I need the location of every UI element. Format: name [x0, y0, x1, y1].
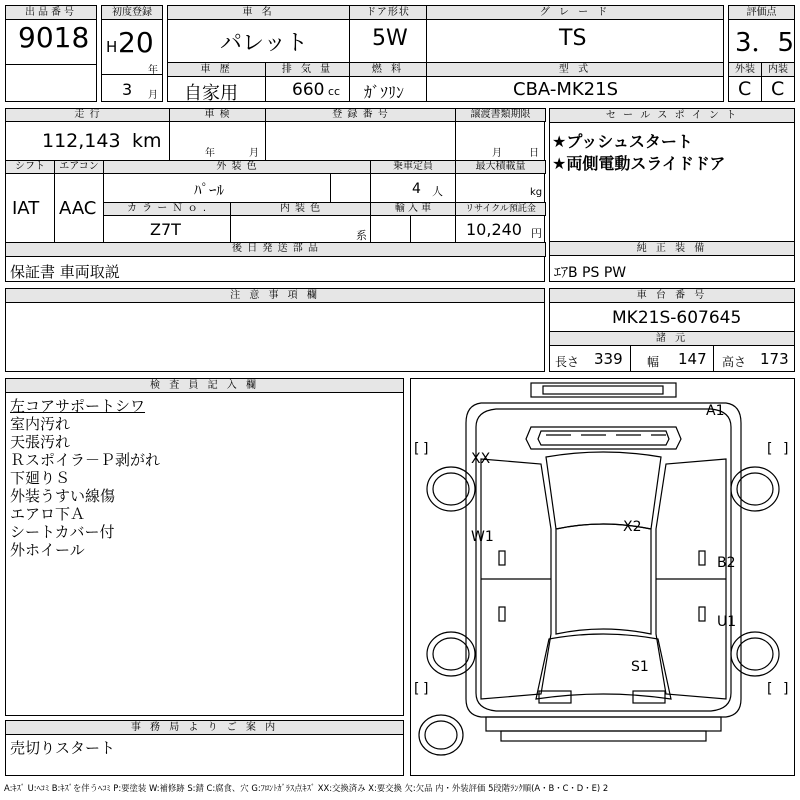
- inspector-note: 室内汚れ: [10, 415, 71, 433]
- damage-mark: S1: [631, 659, 649, 675]
- era: H: [106, 38, 118, 56]
- color-value: ﾊﾟｰﾙ: [194, 181, 225, 199]
- lot-box: [5, 5, 97, 65]
- history-box: [167, 62, 266, 102]
- inspector-note: エアロ下Ａ: [10, 505, 86, 523]
- fuel-box: [349, 62, 427, 102]
- mileage-unit: km: [132, 130, 162, 152]
- recycle-label: リサイクル預託金: [455, 202, 546, 216]
- inspector-note: 下廻りＳ: [10, 469, 71, 487]
- interior-label: 内装: [762, 63, 794, 77]
- svg-text:[: [: [414, 681, 420, 697]
- capacity-unit: 人: [432, 185, 443, 198]
- interior-value: C: [771, 78, 785, 100]
- displacement-box: [265, 62, 350, 102]
- dims-box: [549, 331, 795, 372]
- svg-text:[: [: [767, 681, 773, 697]
- chassis-value: MK21S-607645: [612, 308, 742, 328]
- door-value: 5W: [372, 26, 408, 51]
- width-label: 幅: [647, 355, 660, 369]
- reg-month: 3: [122, 80, 133, 99]
- year-unit: 年: [148, 65, 158, 76]
- door-box: [349, 5, 427, 63]
- inspector-note: 天張汚れ: [10, 433, 71, 451]
- history-label: 車 歴: [168, 63, 265, 77]
- history-value: 自家用: [184, 83, 238, 104]
- capacity-value: 4: [412, 181, 421, 197]
- recycle-unit: 円: [531, 227, 542, 240]
- damage-mark: X2: [623, 519, 642, 535]
- inspector-box: [5, 378, 404, 716]
- door-label: ドア形状: [350, 6, 426, 20]
- model-label: 型 式: [427, 63, 723, 77]
- equipment-value: ｴｱB PS PW: [554, 265, 627, 281]
- office-label: 事 務 局 よ り ご 案 内: [6, 721, 403, 735]
- exterior-value: C: [738, 78, 752, 100]
- lot-label: 出品番号: [6, 6, 96, 20]
- import-label: 輸 入 車: [370, 202, 456, 216]
- displacement-label: 排 気 量: [266, 63, 349, 77]
- displacement-unit: cc: [328, 85, 341, 98]
- sales-box: [549, 108, 795, 242]
- insp-month-unit: 月: [249, 148, 259, 159]
- colorno-label: カ ラ ー Ｎ ｏ .: [103, 202, 231, 216]
- inspector-note: 外ホイール: [10, 541, 85, 559]
- insp-year-unit: 年: [205, 148, 215, 159]
- car-name-label: 車 名: [168, 6, 349, 20]
- sales-point: ★プッシュスタート: [552, 132, 693, 151]
- legend: A:ｷｽﾞ U:ﾍｺﾐ B:ｷｽﾞを伴うﾍｺﾐ P:要塗装 W:補修跡 S:錆 C:腐食、穴 G:ﾌﾛﾝﾄｶﾞﾗｽ点ｷｽﾞ XX:交換済み X:要交換 欠:欠品 内・外装評価 5段階ﾗﾝｸ順(A・B・C・D・E) 2: [4, 783, 609, 793]
- length-label: 長さ: [555, 355, 580, 369]
- width-value: 147: [678, 350, 707, 368]
- svg-text:]: ]: [783, 681, 789, 697]
- ac-label: エアコン: [54, 160, 104, 174]
- inspector-note: 左コアサポートシワ: [10, 397, 146, 415]
- colorno-value: Z7T: [150, 220, 181, 239]
- transfer-day-unit: 日: [529, 148, 539, 159]
- inspector-note: Ｒスポイラ－Ｐ剥がれ: [10, 451, 161, 469]
- detail-table: [5, 108, 545, 257]
- fuel-label: 燃 料: [350, 63, 426, 77]
- damage-mark: A1: [706, 403, 725, 419]
- inspector-note: 外装うすい線傷: [10, 487, 116, 505]
- equipment-label: 純 正 装 備: [550, 242, 794, 256]
- grade-box: [426, 5, 724, 63]
- exterior-box: [728, 62, 762, 102]
- parts-value: 保証書 車両取説: [10, 263, 120, 281]
- first-reg-label: 初度登録: [102, 6, 162, 20]
- svg-text:[: [: [767, 441, 773, 457]
- inspector-label: 検 査 員 記 入 欄: [6, 379, 403, 393]
- lot-blank: [5, 64, 97, 102]
- intcolor-unit: 系: [356, 229, 367, 242]
- score-value: 3．5: [735, 28, 795, 58]
- inspector-note: シートカバー付: [10, 523, 115, 541]
- car-outline: [411, 379, 794, 775]
- exterior-label: 外装: [729, 63, 761, 77]
- parts-box: [5, 256, 545, 282]
- shift-value: IAT: [12, 198, 40, 219]
- damage-mark: U1: [717, 614, 737, 630]
- reg-year: 20: [118, 26, 154, 59]
- inspection-label: 車 検: [169, 108, 266, 122]
- transfer-label: 譲渡書類期限: [455, 108, 546, 122]
- model-box: [426, 62, 724, 102]
- office-box: [5, 720, 404, 776]
- model-value: CBA-MK21S: [513, 79, 618, 100]
- sales-point: ★両側電動スライドドア: [552, 154, 726, 173]
- car-name-box: [167, 5, 350, 63]
- caution-label: 注 意 事 項 欄: [6, 289, 544, 303]
- transfer-month-unit: 月: [492, 148, 502, 159]
- grade-label: グ レ ー ド: [427, 6, 723, 20]
- damage-mark: W1: [471, 529, 494, 545]
- length-value: 339: [594, 350, 623, 368]
- interior-box: [761, 62, 795, 102]
- parts-label: 後 日 発 送 部 品: [5, 242, 546, 257]
- chassis-label: 車 台 番 号: [550, 289, 794, 303]
- intcolor-label: 内 装 色: [230, 202, 371, 216]
- damage-diagram: [410, 378, 795, 776]
- height-value: 173: [760, 350, 789, 368]
- svg-text:]: ]: [783, 441, 789, 457]
- color-label: 外 装 色: [103, 160, 371, 174]
- grade-value: TS: [559, 26, 587, 51]
- damage-mark: B2: [717, 555, 736, 571]
- svg-text:[: [: [414, 441, 420, 457]
- recycle-value: 10,240: [466, 220, 522, 239]
- regno-label: 登 録 番 号: [265, 108, 456, 122]
- fuel-value: ｶﾞｿﾘﾝ: [364, 83, 405, 102]
- capacity-label: 乗車定員: [370, 160, 456, 174]
- month-unit: 月: [148, 90, 158, 101]
- first-reg-box: [101, 5, 163, 102]
- dims-label: 諸 元: [550, 332, 794, 346]
- ac-value: AAC: [59, 198, 97, 219]
- mileage-value: 112,143: [42, 130, 121, 152]
- caution-box: [5, 288, 545, 372]
- svg-text:]: ]: [423, 681, 429, 697]
- displacement-value: 660: [292, 80, 325, 100]
- office-value: 売切りスタート: [10, 739, 116, 757]
- shift-label: シフト: [5, 160, 55, 174]
- svg-text:]: ]: [423, 441, 429, 457]
- car-name: パレット: [220, 31, 308, 56]
- sales-label: セ ー ル ス ポ イ ン ト: [550, 109, 794, 123]
- score-box: [728, 5, 795, 63]
- lot-number: 9018: [18, 21, 90, 54]
- load-label: 最大積載量: [455, 160, 546, 174]
- damage-mark: XX: [471, 451, 491, 467]
- mileage-label: 走 行: [5, 108, 170, 122]
- load-unit: kg: [530, 187, 543, 198]
- chassis-box: [549, 288, 795, 332]
- score-label: 評価点: [729, 6, 794, 20]
- equipment-box: [549, 241, 795, 282]
- height-label: 高さ: [722, 355, 747, 369]
